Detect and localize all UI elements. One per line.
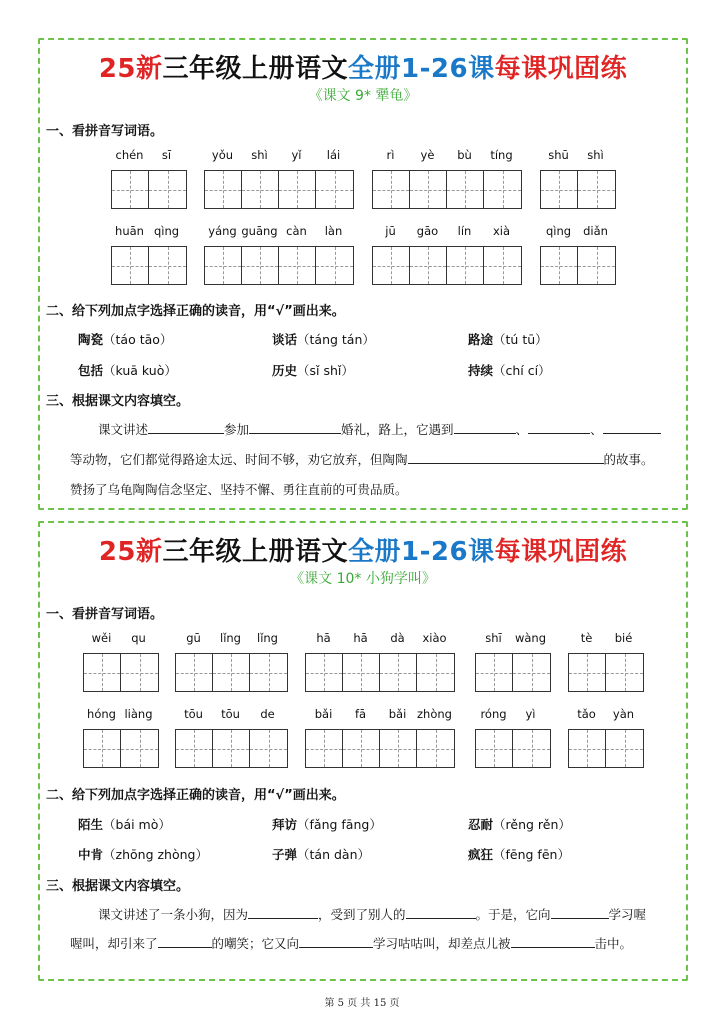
- answer-blank[interactable]: [406, 904, 476, 919]
- answer-blank[interactable]: [408, 449, 604, 464]
- lesson-subtitle: 《课文 10* 小狗学叫》: [290, 571, 436, 587]
- lesson-card-10: [38, 521, 688, 981]
- fill-in-line: 等动物，它们都觉得路途太远、时间不够，劝它放弃，但陶陶 的故事。: [70, 446, 654, 474]
- pronunciation-choice[interactable]: 中肯（zhōng zhòng）: [78, 847, 208, 862]
- pronunciation-choice[interactable]: 疯狂（fēng fēn）: [468, 847, 570, 862]
- lesson-subtitle: 《课文 9* 犟龟》: [308, 88, 418, 104]
- fill-in-line: 课文讲述 参加 婚礼，路上，它遇到 、 、: [98, 416, 661, 444]
- answer-blank[interactable]: [248, 904, 318, 919]
- pinyin-word-box[interactable]: yǒu shì yǐ lái: [204, 148, 354, 209]
- fill-in-line: 课文讲述了一条小狗，因为 ，受到了别人的 。于是，它向 学习喔: [98, 901, 646, 929]
- section-heading-fill-in: 三、根据课文内容填空。: [46, 394, 190, 409]
- pinyin-word-box[interactable]: bǎi fā bǎi zhòng: [305, 707, 455, 768]
- pronunciation-choice[interactable]: 陶瓷（táo tāo）: [78, 332, 173, 347]
- pinyin-word-box[interactable]: yáng guāng càn làn: [204, 224, 354, 285]
- pinyin-word-box[interactable]: qìng diǎn: [540, 224, 616, 285]
- answer-blank[interactable]: [454, 419, 516, 434]
- worksheet-title: 25新三年级上册语文全册1-26课每课巩固练: [98, 54, 628, 84]
- pronunciation-choice[interactable]: 包括（kuā kuò）: [78, 363, 177, 378]
- pronunciation-choice[interactable]: 拜访（fǎng fāng）: [272, 817, 382, 832]
- pronunciation-choice[interactable]: 忍耐（rěng rěn）: [468, 817, 571, 832]
- answer-blank[interactable]: [528, 419, 590, 434]
- pinyin-word-box[interactable]: rì yè bù tíng: [372, 148, 522, 209]
- pronunciation-choice[interactable]: 谈话（táng tán）: [272, 332, 375, 347]
- pronunciation-choice[interactable]: 持续（chí cí）: [468, 363, 551, 378]
- section-heading-pinyin: 一、看拼音写词语。: [46, 124, 164, 139]
- answer-blank[interactable]: [148, 419, 224, 434]
- pronunciation-choice[interactable]: 历史（sǐ shǐ）: [272, 363, 354, 378]
- answer-blank[interactable]: [511, 933, 595, 948]
- section-heading-pinyin: 一、看拼音写词语。: [46, 607, 164, 622]
- pinyin-word-box[interactable]: tōu tōu de: [175, 707, 288, 768]
- worksheet-title: 25新三年级上册语文全册1-26课每课巩固练: [98, 537, 628, 567]
- pinyin-word-box[interactable]: wěi qu: [83, 631, 159, 692]
- fill-in-line: 赞扬了乌龟陶陶信念坚定、坚持不懈、勇往直前的可贵品质。: [70, 482, 408, 497]
- page-number: 第 5 页 共 15 页: [324, 998, 400, 1009]
- pinyin-word-box[interactable]: chén sī: [111, 148, 187, 209]
- lesson-card-9: [38, 38, 688, 510]
- pronunciation-choice[interactable]: 路途（tú tū）: [468, 332, 548, 347]
- pinyin-word-box[interactable]: hā hā dà xiào: [305, 631, 455, 692]
- answer-blank[interactable]: [158, 933, 212, 948]
- pinyin-word-box[interactable]: gū lǐng lǐng: [175, 631, 288, 692]
- pronunciation-choice[interactable]: 陌生（bái mò）: [78, 817, 171, 832]
- pinyin-word-box[interactable]: jū gāo lín xià: [372, 224, 522, 285]
- section-heading-pronunciation: 二、给下列加点字选择正确的读音，用“√”画出来。: [46, 788, 345, 803]
- pinyin-word-box[interactable]: tè bié: [568, 631, 644, 692]
- pronunciation-choice[interactable]: 子弹（tán dàn）: [272, 847, 370, 862]
- fill-in-line: 喔叫，却引来了 的嘲笑；它又向 学习咕咕叫，却差点儿被 击中。: [70, 930, 632, 958]
- answer-blank[interactable]: [551, 904, 609, 919]
- pinyin-word-box[interactable]: huān qìng: [111, 224, 187, 285]
- answer-blank[interactable]: [603, 419, 661, 434]
- answer-blank[interactable]: [249, 419, 341, 434]
- section-heading-pronunciation: 二、给下列加点字选择正确的读音，用“√”画出来。: [46, 304, 345, 319]
- pinyin-word-box[interactable]: shū shì: [540, 148, 616, 209]
- pinyin-word-box[interactable]: róng yì: [475, 707, 551, 768]
- section-heading-fill-in: 三、根据课文内容填空。: [46, 879, 190, 894]
- pinyin-word-box[interactable]: hóng liàng: [83, 707, 159, 768]
- answer-blank[interactable]: [299, 933, 373, 948]
- pinyin-word-box[interactable]: tǎo yàn: [568, 707, 644, 768]
- pinyin-word-box[interactable]: shī wàng: [475, 631, 551, 692]
